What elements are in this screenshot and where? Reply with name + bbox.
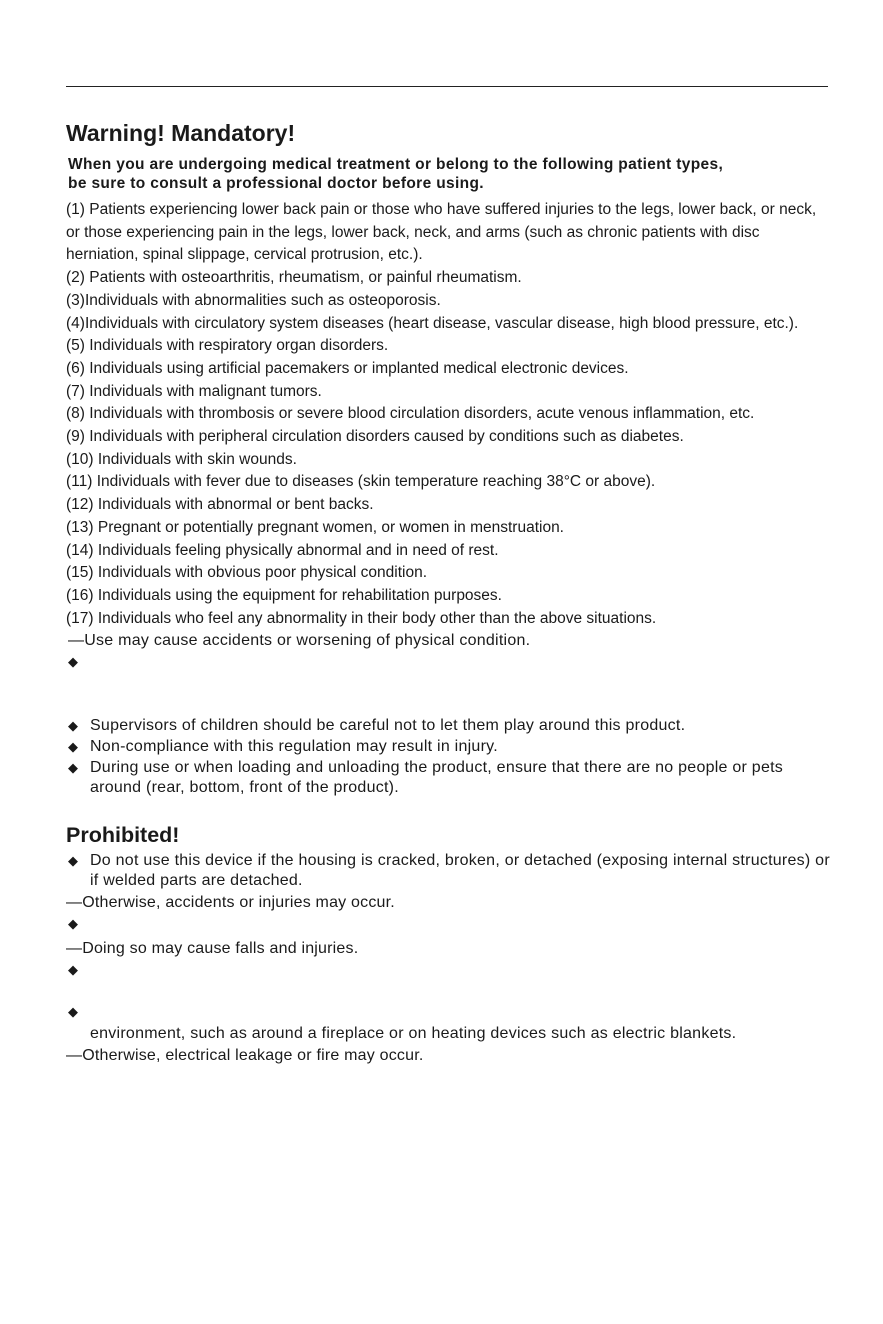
diamond-bullet-icon: ◆	[68, 759, 79, 775]
list-item: (8) Individuals with thrombosis or severe blood circulation disorders, acute venous inflammation, etc.	[66, 405, 755, 423]
diamond-bullet-icon: ◆	[68, 718, 79, 734]
empty-bullet	[66, 652, 832, 716]
list-item: (10) Individuals with skin wounds.	[66, 450, 297, 468]
list-item: (7) Individuals with malignant tumors.	[66, 382, 322, 400]
list-item: (9) Individuals with peripheral circulation disorders caused by conditions such as diabetes.	[66, 428, 684, 446]
empty-bullet	[66, 960, 832, 1002]
bullet-text: During use or when loading and unloading the product, ensure that there are no people or pets around (rear, bottom, front of the product).	[90, 758, 784, 797]
list-item: (1) Patients experiencing lower back pain or those who have suffered injuries to the legs, lower back, or neck, or those experiencing pain in the legs, lower back, neck, and arms (such as chronic patients with disc herniation, spinal slippage, cervical protrusion, etc.).	[66, 201, 817, 264]
bullet-item	[66, 716, 832, 737]
list-item: (3)Individuals with abnormalities such as osteoporosis.	[66, 291, 441, 309]
page-content	[66, 118, 832, 1067]
diamond-bullet-icon: ◆	[68, 738, 79, 754]
prohibited-consequence-2: —Doing so may cause falls and injuries.	[66, 939, 359, 957]
list-item: (4)Individuals with circulatory system diseases (heart disease, vascular disease, high blood pressure, etc.).	[66, 314, 799, 332]
bullet-text: Do not use this device if the housing is cracked, broken, or detached (exposing internal structures) or if welded parts are detached.	[90, 851, 830, 890]
warning-intro	[68, 155, 832, 193]
warning-title: Warning! Mandatory!	[66, 120, 296, 146]
list-item: (2) Patients with osteoarthritis, rheumatism, or painful rheumatism.	[66, 269, 522, 287]
bullet-text: Non-compliance with this regulation may result in injury.	[90, 737, 498, 755]
top-rule	[66, 86, 828, 87]
warning-intro-line-2: be sure to consult a professional doctor before using.	[68, 175, 484, 192]
list-item: (16) Individuals using the equipment for rehabilitation purposes.	[66, 586, 502, 604]
bullet-text: Supervisors of children should be careful not to let them play around this product.	[90, 717, 686, 735]
diamond-bullet-icon: ◆	[68, 654, 79, 670]
list-item: (14) Individuals feeling physically abnormal and in need of rest.	[66, 541, 499, 559]
diamond-bullet-icon: ◆	[68, 1003, 79, 1019]
bullet-item	[66, 758, 832, 799]
list-item: (5) Individuals with respiratory organ disorders.	[66, 337, 389, 355]
diamond-bullet-icon: ◆	[68, 961, 79, 977]
bullet-item	[66, 851, 832, 892]
list-item: (17) Individuals who feel any abnormality in their body other than the above situations.	[66, 609, 657, 627]
bullet-item	[66, 737, 832, 758]
warning-consequence: —Use may cause accidents or worsening of physical condition.	[68, 632, 531, 650]
bullet-item	[66, 1002, 832, 1045]
diamond-bullet-icon: ◆	[68, 915, 79, 931]
prohibited-consequence-1: —Otherwise, accidents or injuries may occur.	[66, 893, 395, 911]
list-item: (12) Individuals with abnormal or bent backs.	[66, 496, 374, 514]
list-item: (13) Pregnant or potentially pregnant women, or women in menstruation.	[66, 518, 564, 536]
empty-bullet	[66, 914, 832, 938]
list-item: (15) Individuals with obvious poor physical condition.	[66, 564, 428, 582]
diamond-bullet-icon: ◆	[68, 852, 79, 868]
patient-type-list	[66, 199, 832, 630]
prohibited-title: Prohibited!	[66, 822, 180, 847]
list-item: (11) Individuals with fever due to diseases (skin temperature reaching 38°C or above).	[66, 473, 656, 491]
bullet-text: environment, such as around a fireplace or on heating devices such as electric blankets.	[90, 1024, 737, 1042]
warning-intro-line-1: When you are undergoing medical treatment or belong to the following patient types,	[68, 156, 724, 173]
prohibited-consequence-3: —Otherwise, electrical leakage or fire may occur.	[66, 1046, 424, 1064]
list-item: (6) Individuals using artificial pacemakers or implanted medical electronic devices.	[66, 359, 629, 377]
